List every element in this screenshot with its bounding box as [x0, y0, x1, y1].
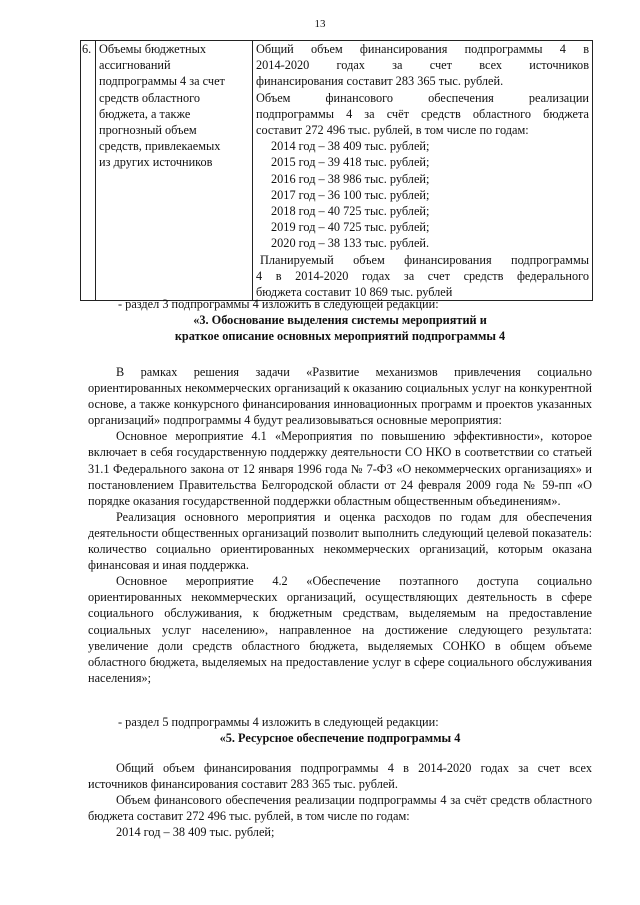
regional-funding-line: составит 272 496 тыс. рублей, в том числе по годам:	[256, 123, 529, 138]
label-line: подпрограммы 4 за счет	[99, 74, 225, 89]
federal-funding-line: Планируемый объем финансирования подпрограммы	[260, 252, 589, 267]
year-item: 2014 год – 38 409 тыс. рублей;	[116, 825, 275, 840]
paragraph: Основное мероприятие 4.2 «Обеспечение поэтапного доступа социально ориентированных некоммерческих организаций, осуществляющих деятельность в сфере социального обслуживания, к бюджетным средствам, выделяемым на предоставление социальных услуг населению», направленное на достижение следующего результата: увеличение доли средств областного бюджета, выделяемых СОНКО в общем объеме областного бюджета, выделяемых на предоставление услуг в сфере социального обслуживания населения»;	[88, 574, 592, 685]
section5-title: «5. Ресурсное обеспечение подпрограммы 4	[219, 731, 461, 746]
section3-body	[88, 364, 592, 686]
section3-instruction: - раздел 3 подпрограммы 4 изложить в следующей редакции:	[118, 297, 439, 311]
total-funding-line: 2014-2020 годах за счет всех источников	[256, 58, 589, 73]
federal-funding-line: бюджета составит 10 869 тыс. рублей	[256, 285, 453, 300]
year-item: 2016 год – 38 986 тыс. рублей;	[271, 171, 430, 186]
section3	[88, 296, 592, 344]
year-item: 2014 год – 38 409 тыс. рублей;	[271, 139, 430, 154]
regional-funding-line: Объем финансового обеспечения реализации	[256, 90, 589, 105]
section3-title: «3. Обоснование выделения системы мероприятий и	[193, 313, 487, 328]
label-line: прогнозный объем	[99, 123, 197, 138]
label-line: бюджета, а также	[99, 106, 191, 121]
year-item: 2018 год – 40 725 тыс. рублей;	[271, 204, 430, 219]
row-label-cell	[96, 41, 253, 301]
paragraph: Объем финансового обеспечения реализации подпрограммы 4 за счёт средств областного бюджета составит 272 496 тыс. рублей, в том числе по годам:	[88, 793, 592, 824]
row-value-cell	[253, 41, 593, 301]
label-line: Объемы бюджетных	[99, 42, 206, 56]
paragraph: В рамках решения задачи «Развитие механизмов привлечения социально ориентированных некоммерческих организаций к оказанию социальных услуг на конкурентной основе, а также конкурсного финансирования инновационных программ и проектов указанных организаций» подпрограммы 4 будут реализовываться основные мероприятия:	[88, 365, 592, 428]
label-line: ассигнований	[99, 58, 171, 73]
section5-instruction: - раздел 5 подпрограммы 4 изложить в следующей редакции:	[118, 715, 439, 729]
paragraph: Общий объем финансирования подпрограммы 4 в 2014-2020 годах за счет всех источников финансирования составит 283 365 тыс. рублей.	[88, 761, 592, 792]
year-item: 2020 год – 38 133 тыс. рублей.	[271, 236, 430, 251]
label-line: средств областного	[99, 90, 201, 105]
label-line: из других источников	[99, 155, 213, 170]
row-number-cell: 6.	[81, 41, 96, 301]
year-list	[256, 138, 589, 251]
section5	[88, 714, 592, 746]
paragraph: Реализация основного мероприятия и оценка расходов по годам для обеспечения деятельности общественных организаций позволит выполнить следующий целевой показатель: количество социально ориентированных некоммерческих организаций, которым оказана финансовая и иная поддержка.	[88, 509, 592, 573]
paragraph: Основное мероприятие 4.1 «Мероприятия по повышению эффективности», которое включает в себя государственную поддержку деятельности СО НКО в соответствии со статьей 31.1 Федерального закона от 12 января 1996 года № 7-ФЗ «О некоммерческих организациях» и постановлением Правительства Белгородской области от 24 февраля 2009 года № 59-пп «О порядке оказания государственной поддержки областным общественным объединениям».	[88, 429, 592, 508]
year-item: 2017 год – 36 100 тыс. рублей;	[271, 187, 430, 202]
regional-funding-line: подпрограммы 4 за счёт средств областного бюджета	[256, 106, 589, 121]
year-item: 2019 год – 40 725 тыс. рублей;	[271, 220, 430, 235]
total-funding-line: финансирования составит 283 365 тыс. рублей.	[256, 74, 504, 89]
section3-title: краткое описание основных мероприятий подпрограммы 4	[174, 329, 506, 344]
federal-funding-line: 4 в 2014-2020 годах за счет средств федерального	[256, 268, 589, 283]
total-funding-line: Общий объем финансирования подпрограммы 4 в	[256, 42, 589, 56]
table-row	[81, 41, 593, 301]
page-number: 13	[314, 18, 326, 30]
section5-body	[88, 760, 592, 840]
year-item: 2015 год – 39 418 тыс. рублей;	[271, 155, 430, 170]
funding-table	[80, 40, 593, 301]
label-line: средств, привлекаемых	[99, 139, 221, 154]
